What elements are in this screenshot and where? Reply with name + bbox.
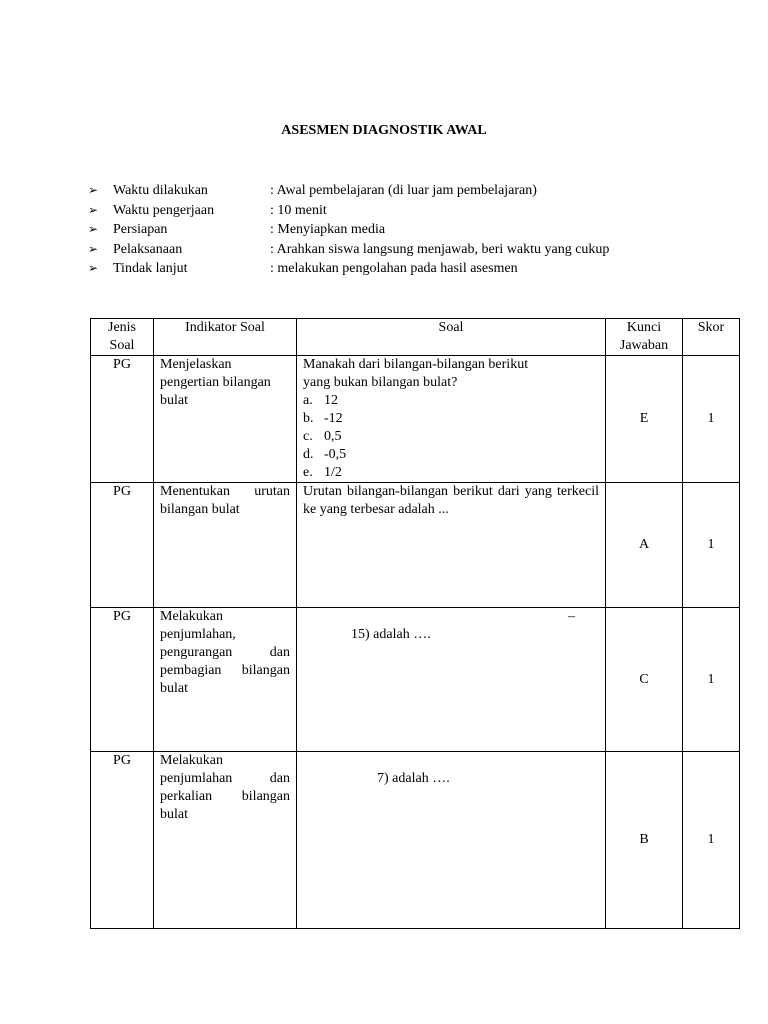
cell-jenis: PG [91, 608, 154, 752]
info-value: : Arahkan siswa langsung menjawab, beri waktu yang cukup [270, 241, 610, 257]
cell-jenis: PG [91, 356, 154, 483]
question-dash: – [568, 609, 575, 624]
question-text: Manakah dari bilangan-bilangan berikut [303, 357, 529, 372]
table-row [91, 752, 740, 929]
arrow-bullet-icon: ➢ [88, 222, 99, 236]
arrow-bullet-icon: ➢ [88, 183, 99, 197]
cell-jenis: PG [91, 483, 154, 608]
header-kunci-line2: Jawaban [619, 338, 669, 353]
info-value: : Awal pembelajaran (di luar jam pembelajaran) [270, 183, 537, 198]
cell-soal: Urutan bilangan-bilangan berikut dari yang terkecil ke yang terbesar adalah ... [297, 483, 606, 608]
table-row [91, 356, 740, 483]
header-jenis-line1: Jenis [108, 320, 136, 335]
arrow-bullet-icon: ➢ [88, 241, 99, 256]
header-jenis-line2: Soal [109, 338, 135, 353]
cell-soal [297, 752, 606, 929]
cell-kunci: E [606, 356, 683, 483]
answer-option [303, 446, 599, 464]
cell-indikator: Melakukan penjumlahan, pengurangan dan pembagian bilangan bulat [154, 608, 297, 752]
info-label: Waktu dilakukan [113, 183, 208, 198]
option-letter: c. [303, 429, 313, 444]
page-title: ASESMEN DIAGNOSTIK AWAL [281, 123, 487, 138]
table-row [91, 608, 740, 752]
cell-skor: 1 [683, 608, 740, 752]
header-kunci-jawaban [606, 319, 683, 356]
cell-kunci: B [606, 752, 683, 929]
info-value: : melakukan pengolahan pada hasil asesmen [270, 261, 518, 276]
table-row [91, 483, 740, 608]
arrow-bullet-icon: ➢ [88, 202, 99, 217]
option-text: 0,5 [324, 429, 342, 444]
info-label: Waktu pengerjaan [113, 202, 215, 218]
assessment-table [90, 318, 740, 929]
cell-indikator: Menentukan urutan bilangan bulat [154, 483, 297, 608]
question-text: 7) adalah …. [377, 771, 450, 786]
header-indikator: Indikator Soal [154, 319, 297, 356]
header-skor: Skor [683, 319, 740, 356]
arrow-bullet-icon: ➢ [88, 261, 99, 275]
answer-option [303, 392, 599, 410]
info-label: Persiapan [113, 222, 168, 237]
info-value: : 10 menit [270, 202, 327, 218]
question-text: yang bukan bilangan bulat? [303, 375, 458, 390]
option-letter: d. [303, 447, 314, 462]
cell-indikator: Melakukan penjumlahan dan perkalian bilangan bulat [154, 752, 297, 929]
option-text: 12 [324, 393, 338, 408]
cell-indikator: Menjelaskan pengertian bilangan bulat [154, 356, 297, 483]
cell-kunci: A [606, 483, 683, 608]
option-text: -0,5 [324, 447, 347, 462]
cell-soal [297, 356, 606, 483]
info-label: Pelaksanaan [113, 241, 183, 257]
cell-skor: 1 [683, 483, 740, 608]
answer-option [303, 464, 599, 482]
cell-skor: 1 [683, 356, 740, 483]
answer-option [303, 428, 599, 446]
option-letter: b. [303, 411, 314, 426]
cell-soal [297, 608, 606, 752]
header-soal: Soal [297, 319, 606, 356]
option-text: -12 [324, 411, 343, 426]
cell-kunci: C [606, 608, 683, 752]
option-letter: e. [303, 465, 313, 480]
table-header-row [91, 319, 740, 356]
header-kunci-line1: Kunci [626, 320, 662, 335]
header-jenis-soal [91, 319, 154, 356]
option-letter: a. [303, 393, 313, 408]
info-value: : Menyiapkan media [270, 222, 386, 237]
cell-jenis: PG [91, 752, 154, 929]
option-text: 1/2 [324, 465, 342, 480]
question-spacer [303, 752, 599, 770]
question-text: 15) adalah …. [351, 627, 431, 642]
info-label: Tindak lanjut [113, 261, 188, 276]
cell-skor: 1 [683, 752, 740, 929]
answer-option [303, 410, 599, 428]
